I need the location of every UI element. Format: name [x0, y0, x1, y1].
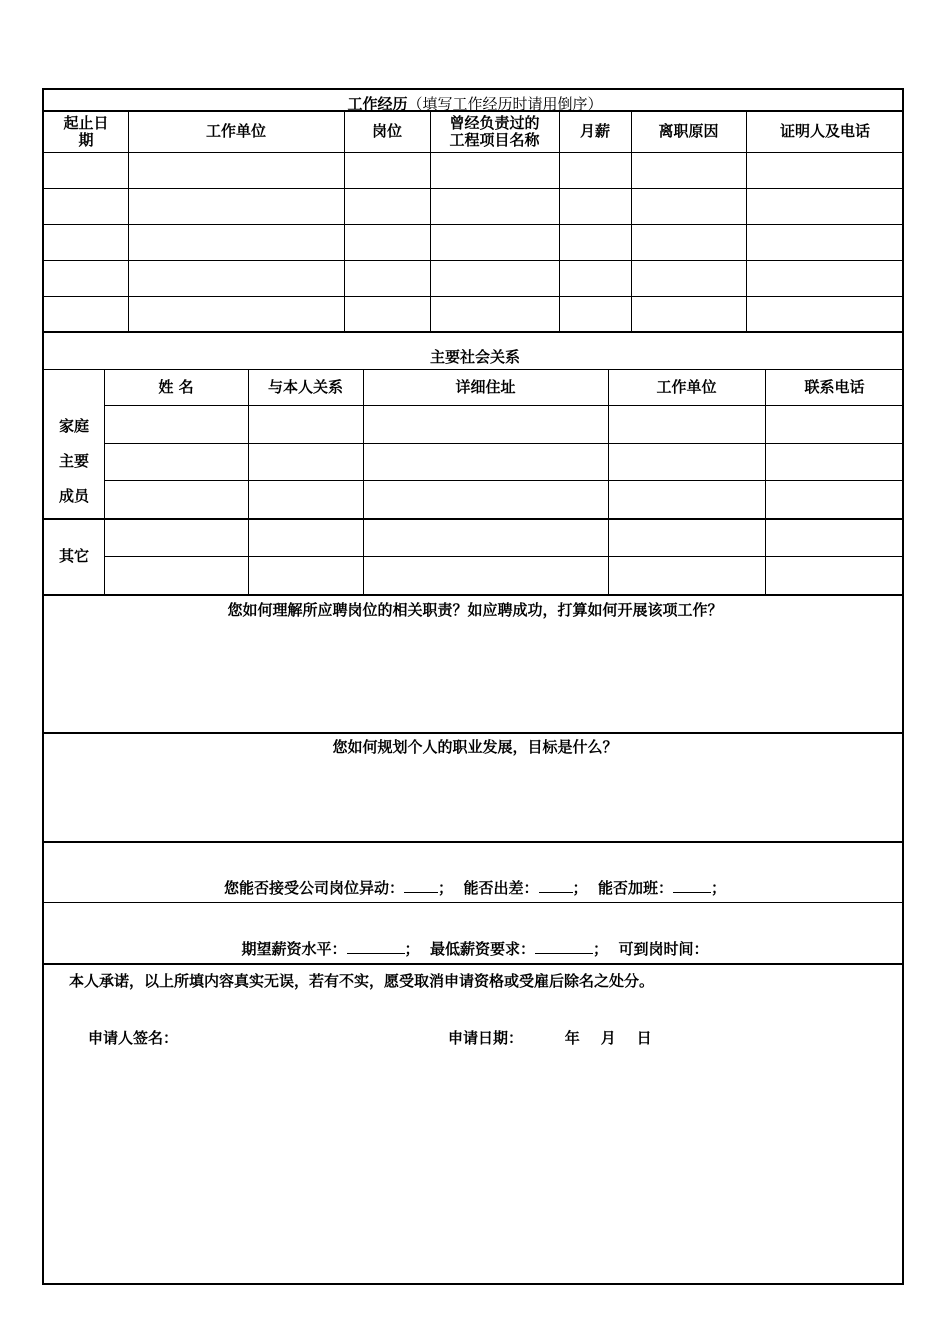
social-relation-cell[interactable] [608, 519, 765, 556]
social-relation-cell[interactable] [104, 444, 248, 480]
social-relation-cell[interactable] [104, 557, 248, 594]
overtime-label: 能否加班： [597, 879, 673, 897]
travel-label: 能否出差： [463, 879, 539, 897]
year-label: 年 [564, 1029, 580, 1047]
transfer-blank[interactable] [404, 878, 438, 893]
social-relation-cell[interactable] [765, 481, 904, 518]
work-history-cell[interactable] [746, 261, 904, 296]
work-history-header-4 [430, 111, 559, 152]
social-relation-cell[interactable] [765, 406, 904, 443]
social-header-1: 姓 名 [158, 378, 194, 396]
other-relations-label: 其它 [58, 546, 89, 565]
family-label-line: 主要 [58, 451, 89, 470]
header-text: 证明人及电话 [779, 122, 870, 140]
family-label-line: 成员 [58, 486, 89, 505]
social-relation-cell[interactable] [608, 406, 765, 443]
work-history-cell[interactable] [746, 189, 904, 224]
date-label: 申请日期： [448, 1029, 524, 1047]
social-relation-cell[interactable] [363, 444, 608, 480]
header-text: 离职原因 [658, 122, 719, 140]
work-history-cell[interactable] [128, 189, 344, 224]
overtime-blank[interactable] [673, 878, 711, 893]
work-history-cell[interactable] [344, 261, 430, 296]
divider [44, 841, 904, 843]
work-history-cell[interactable] [559, 297, 631, 332]
work-history-cell[interactable] [430, 225, 559, 260]
separator: ； [438, 879, 454, 897]
divider [44, 732, 904, 734]
minimum-salary-label: 最低薪资要求： [429, 940, 535, 958]
work-history-cell[interactable] [631, 189, 746, 224]
work-history-cell[interactable] [631, 297, 746, 332]
answer-career-plan[interactable] [48, 758, 900, 836]
social-relation-cell[interactable] [765, 444, 904, 480]
work-history-cell[interactable] [128, 297, 344, 332]
work-history-cell[interactable] [128, 153, 344, 188]
social-header-5: 联系电话 [804, 378, 865, 396]
social-relation-cell[interactable] [104, 481, 248, 518]
social-relation-cell[interactable] [248, 519, 363, 556]
work-history-cell[interactable] [559, 261, 631, 296]
social-relation-cell[interactable] [608, 481, 765, 518]
application-date [448, 1027, 652, 1048]
social-relation-cell[interactable] [363, 481, 608, 518]
work-history-cell[interactable] [430, 153, 559, 188]
work-history-header-3 [344, 111, 430, 152]
work-history-cell[interactable] [344, 153, 430, 188]
header-text: 工作单位 [205, 122, 266, 140]
social-relation-cell[interactable] [104, 406, 248, 443]
question-job-responsibilities: 您如何理解所应聘岗位的相关职责？如应聘成功，打算如何开展该项工作？ [227, 601, 723, 619]
separator: ； [593, 940, 609, 958]
work-history-cell[interactable] [44, 189, 128, 224]
travel-blank[interactable] [539, 878, 573, 893]
social-relation-cell[interactable] [363, 519, 608, 556]
work-history-cell[interactable] [44, 297, 128, 332]
day-label: 日 [636, 1029, 652, 1047]
work-history-header-1 [44, 111, 128, 152]
separator: ； [404, 940, 420, 958]
separator: ； [572, 879, 588, 897]
work-history-note: （填写工作经历时请用倒序） [407, 95, 603, 113]
social-relation-cell[interactable] [608, 444, 765, 480]
work-history-cell[interactable] [344, 225, 430, 260]
work-history-cell[interactable] [430, 261, 559, 296]
social-title: 主要社会关系 [429, 348, 520, 366]
work-history-header-2 [128, 111, 344, 152]
social-relation-cell[interactable] [248, 481, 363, 518]
work-history-cell[interactable] [430, 297, 559, 332]
social-relation-cell[interactable] [363, 557, 608, 594]
work-history-cell[interactable] [44, 261, 128, 296]
question-career-plan: 您如何规划个人的职业发展，目标是什么？ [332, 738, 618, 756]
start-date-label: 可到岗时间： [618, 940, 709, 958]
signature-label: 申请人签名： [88, 1029, 179, 1047]
social-relation-cell[interactable] [765, 557, 904, 594]
work-history-cell[interactable] [631, 153, 746, 188]
social-header-4: 工作单位 [656, 378, 717, 396]
work-history-header-6 [631, 111, 746, 152]
divider [44, 963, 904, 965]
work-history-cell[interactable] [430, 189, 559, 224]
availability-options [44, 877, 906, 898]
expected-salary-label: 期望薪资水平： [241, 940, 347, 958]
social-relation-cell[interactable] [765, 519, 904, 556]
answer-job-responsibilities[interactable] [48, 620, 900, 726]
application-form [42, 88, 904, 1285]
social-relation-cell[interactable] [248, 444, 363, 480]
work-history-cell[interactable] [44, 153, 128, 188]
work-history-header-5 [559, 111, 631, 152]
expected-salary-blank[interactable] [347, 939, 405, 954]
header-text: 期 [78, 130, 94, 149]
family-label-line: 家庭 [58, 416, 89, 435]
work-history-cell[interactable] [746, 225, 904, 260]
separator: ； [710, 879, 726, 897]
work-history-heading: 工作经历 [347, 95, 408, 113]
social-relation-cell[interactable] [104, 519, 248, 556]
work-history-cell[interactable] [559, 225, 631, 260]
work-history-cell[interactable] [559, 189, 631, 224]
header-text: 工程项目名称 [449, 130, 540, 149]
header-text: 月薪 [579, 122, 610, 140]
minimum-salary-blank[interactable] [535, 939, 593, 954]
header-text: 曾经负责过的 [449, 113, 540, 132]
social-header-2: 与本人关系 [267, 378, 343, 396]
divider [44, 594, 904, 596]
family-members-label [44, 405, 104, 517]
work-history-cell[interactable] [128, 225, 344, 260]
social-relation-cell[interactable] [248, 557, 363, 594]
social-header-3: 详细住址 [455, 378, 516, 396]
header-text: 起止日 [63, 113, 109, 132]
work-history-cell[interactable] [559, 153, 631, 188]
social-relation-cell[interactable] [363, 406, 608, 443]
divider [44, 902, 904, 903]
work-history-cell[interactable] [746, 153, 904, 188]
transfer-label: 您能否接受公司岗位异动： [224, 879, 405, 897]
work-history-cell[interactable] [631, 261, 746, 296]
social-relation-cell[interactable] [248, 406, 363, 443]
header-text: 岗位 [371, 122, 402, 140]
work-history-cell[interactable] [344, 189, 430, 224]
work-history-header-7 [746, 111, 904, 152]
signature-field[interactable] [184, 1024, 424, 1046]
work-history-cell[interactable] [44, 225, 128, 260]
work-history-cell[interactable] [746, 297, 904, 332]
work-history-cell[interactable] [631, 225, 746, 260]
work-history-cell[interactable] [128, 261, 344, 296]
salary-expectations [44, 938, 906, 959]
work-history-cell[interactable] [344, 297, 430, 332]
social-relation-cell[interactable] [608, 557, 765, 594]
month-label: 月 [600, 1029, 616, 1047]
declaration-text: 本人承诺，以上所填内容真实无误，若有不实，愿受取消申请资格或受雇后除名之处分。 [69, 972, 655, 990]
